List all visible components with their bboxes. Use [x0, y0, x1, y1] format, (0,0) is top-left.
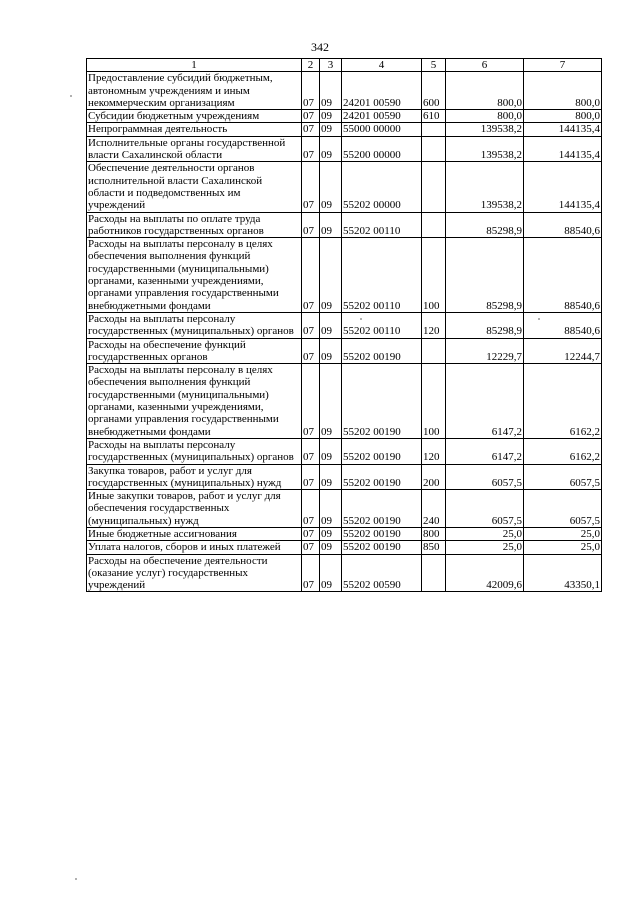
table-row	[87, 541, 602, 554]
amount-col-6: 800,0	[446, 72, 524, 110]
subsection-code: 09	[320, 438, 342, 464]
table-row	[87, 464, 602, 490]
expense-type-code	[422, 554, 446, 592]
subsection-code: 09	[320, 238, 342, 313]
table-row	[87, 72, 602, 110]
target-article-code: 55202 00190	[342, 541, 422, 554]
table-row	[87, 527, 602, 540]
subsection-code: 09	[320, 527, 342, 540]
amount-col-6: 6057,5	[446, 490, 524, 528]
table-row	[87, 136, 602, 162]
subsection-code: 09	[320, 541, 342, 554]
expense-type-code: 100	[422, 238, 446, 313]
col-header-1: 1	[87, 59, 302, 72]
table-row	[87, 110, 602, 123]
row-name: Исполнительные органы государственной власти Сахалинской области	[87, 136, 302, 162]
section-code: 07	[302, 212, 320, 238]
table-row	[87, 554, 602, 592]
target-article-code: 55202 00190	[342, 490, 422, 528]
subsection-code: 09	[320, 212, 342, 238]
expense-type-code: 120	[422, 312, 446, 338]
target-article-code: 55202 00110	[342, 312, 422, 338]
scan-speck	[70, 95, 72, 97]
page-number: 342	[311, 40, 329, 54]
subsection-code: 09	[320, 312, 342, 338]
amount-col-6: 139538,2	[446, 136, 524, 162]
row-name: Закупка товаров, работ и услуг для государственных (муниципальных) нужд	[87, 464, 302, 490]
row-name: Предоставление субсидий бюджетным, автономным учреждениям и иным некоммерческим организациям	[87, 72, 302, 110]
row-name: Субсидии бюджетным учреждениям	[87, 110, 302, 123]
col-header-7: 7	[524, 59, 602, 72]
row-name: Расходы на выплаты персоналу государственных (муниципальных) органов	[87, 312, 302, 338]
expense-type-code: 240	[422, 490, 446, 528]
amount-col-6: 42009,6	[446, 554, 524, 592]
target-article-code: 55202 00590	[342, 554, 422, 592]
amount-col-7: 12244,7	[524, 338, 602, 364]
target-article-code: 55000 00000	[342, 123, 422, 136]
target-article-code: 55202 00190	[342, 364, 422, 439]
amount-col-6: 139538,2	[446, 162, 524, 212]
col-header-3: 3	[320, 59, 342, 72]
row-name: Расходы на обеспечение деятельности (оказание услуг) государственных учреждений	[87, 554, 302, 592]
expense-type-code	[422, 123, 446, 136]
budget-table	[86, 58, 602, 592]
target-article-code: 24201 00590	[342, 110, 422, 123]
amount-col-7: 144135,4	[524, 162, 602, 212]
section-code: 07	[302, 364, 320, 439]
target-article-code: 55202 00000	[342, 162, 422, 212]
section-code: 07	[302, 438, 320, 464]
section-code: 07	[302, 554, 320, 592]
subsection-code: 09	[320, 554, 342, 592]
col-header-4: 4	[342, 59, 422, 72]
expense-type-code	[422, 162, 446, 212]
row-name: Расходы на выплаты персоналу в целях обеспечения выполнения функций государственными (муниципальными) органами, казенными учреждениями, органами управления государственными внебюджетными фондами	[87, 238, 302, 313]
subsection-code: 09	[320, 123, 342, 136]
target-article-code: 55200 00000	[342, 136, 422, 162]
row-name: Иные бюджетные ассигнования	[87, 527, 302, 540]
expense-type-code: 600	[422, 72, 446, 110]
target-article-code: 55202 00190	[342, 438, 422, 464]
amount-col-7: 144135,4	[524, 136, 602, 162]
amount-col-7: 800,0	[524, 110, 602, 123]
section-code: 07	[302, 238, 320, 313]
amount-col-7: 25,0	[524, 541, 602, 554]
col-header-6: 6	[446, 59, 524, 72]
amount-col-7: 144135,4	[524, 123, 602, 136]
section-code: 07	[302, 527, 320, 540]
table-row	[87, 162, 602, 212]
section-code: 07	[302, 490, 320, 528]
table-row	[87, 490, 602, 528]
row-name: Обеспечение деятельности органов исполнительной власти Сахалинской области и подведомственных им учреждений	[87, 162, 302, 212]
amount-col-6: 85298,9	[446, 238, 524, 313]
col-header-5: 5	[422, 59, 446, 72]
target-article-code: 24201 00590	[342, 72, 422, 110]
table-row	[87, 438, 602, 464]
expense-type-code: 610	[422, 110, 446, 123]
amount-col-7: 88540,6	[524, 312, 602, 338]
subsection-code: 09	[320, 490, 342, 528]
target-article-code: 55202 00190	[342, 527, 422, 540]
expense-type-code	[422, 212, 446, 238]
target-article-code: 55202 00190	[342, 464, 422, 490]
row-name: Расходы на выплаты по оплате труда работников государственных органов	[87, 212, 302, 238]
row-name: Уплата налогов, сборов и иных платежей	[87, 541, 302, 554]
target-article-code: 55202 00190	[342, 338, 422, 364]
amount-col-7: 88540,6	[524, 212, 602, 238]
col-header-2: 2	[302, 59, 320, 72]
scan-speck	[75, 878, 77, 880]
table-row	[87, 238, 602, 313]
row-name: Расходы на обеспечение функций государственных органов	[87, 338, 302, 364]
subsection-code: 09	[320, 464, 342, 490]
section-code: 07	[302, 338, 320, 364]
expense-type-code: 800	[422, 527, 446, 540]
amount-col-6: 85298,9	[446, 312, 524, 338]
table-row	[87, 123, 602, 136]
amount-col-6: 139538,2	[446, 123, 524, 136]
table-row	[87, 312, 602, 338]
amount-col-6: 85298,9	[446, 212, 524, 238]
subsection-code: 09	[320, 72, 342, 110]
expense-type-code	[422, 136, 446, 162]
section-code: 07	[302, 136, 320, 162]
expense-type-code	[422, 338, 446, 364]
row-name: Непрограммная деятельность	[87, 123, 302, 136]
scan-speck	[360, 318, 362, 320]
section-code: 07	[302, 72, 320, 110]
subsection-code: 09	[320, 110, 342, 123]
amount-col-6: 25,0	[446, 541, 524, 554]
amount-col-7: 6162,2	[524, 438, 602, 464]
expense-type-code: 120	[422, 438, 446, 464]
expense-type-code: 850	[422, 541, 446, 554]
section-code: 07	[302, 312, 320, 338]
section-code: 07	[302, 123, 320, 136]
section-code: 07	[302, 162, 320, 212]
subsection-code: 09	[320, 338, 342, 364]
row-name: Расходы на выплаты персоналу государственных (муниципальных) органов	[87, 438, 302, 464]
row-name: Расходы на выплаты персоналу в целях обеспечения выполнения функций государственными (муниципальными) органами, казенными учреждениями, органами управления государственными внебюджетными фондами	[87, 364, 302, 439]
table-row	[87, 338, 602, 364]
section-code: 07	[302, 464, 320, 490]
header-row	[87, 59, 602, 72]
amount-col-6: 12229,7	[446, 338, 524, 364]
table-row	[87, 364, 602, 439]
amount-col-6: 6057,5	[446, 464, 524, 490]
amount-col-7: 88540,6	[524, 238, 602, 313]
subsection-code: 09	[320, 162, 342, 212]
section-code: 07	[302, 110, 320, 123]
target-article-code: 55202 00110	[342, 238, 422, 313]
amount-col-7: 25,0	[524, 527, 602, 540]
amount-col-7: 43350,1	[524, 554, 602, 592]
row-name: Иные закупки товаров, работ и услуг для обеспечения государственных (муниципальных) нужд	[87, 490, 302, 528]
subsection-code: 09	[320, 364, 342, 439]
expense-type-code: 100	[422, 364, 446, 439]
amount-col-6: 6147,2	[446, 364, 524, 439]
amount-col-6: 6147,2	[446, 438, 524, 464]
amount-col-7: 6057,5	[524, 464, 602, 490]
amount-col-7: 6162,2	[524, 364, 602, 439]
table-row	[87, 212, 602, 238]
subsection-code: 09	[320, 136, 342, 162]
expense-type-code: 200	[422, 464, 446, 490]
amount-col-7: 6057,5	[524, 490, 602, 528]
section-code: 07	[302, 541, 320, 554]
scan-speck	[538, 318, 540, 320]
target-article-code: 55202 00110	[342, 212, 422, 238]
amount-col-6: 800,0	[446, 110, 524, 123]
amount-col-7: 800,0	[524, 72, 602, 110]
amount-col-6: 25,0	[446, 527, 524, 540]
